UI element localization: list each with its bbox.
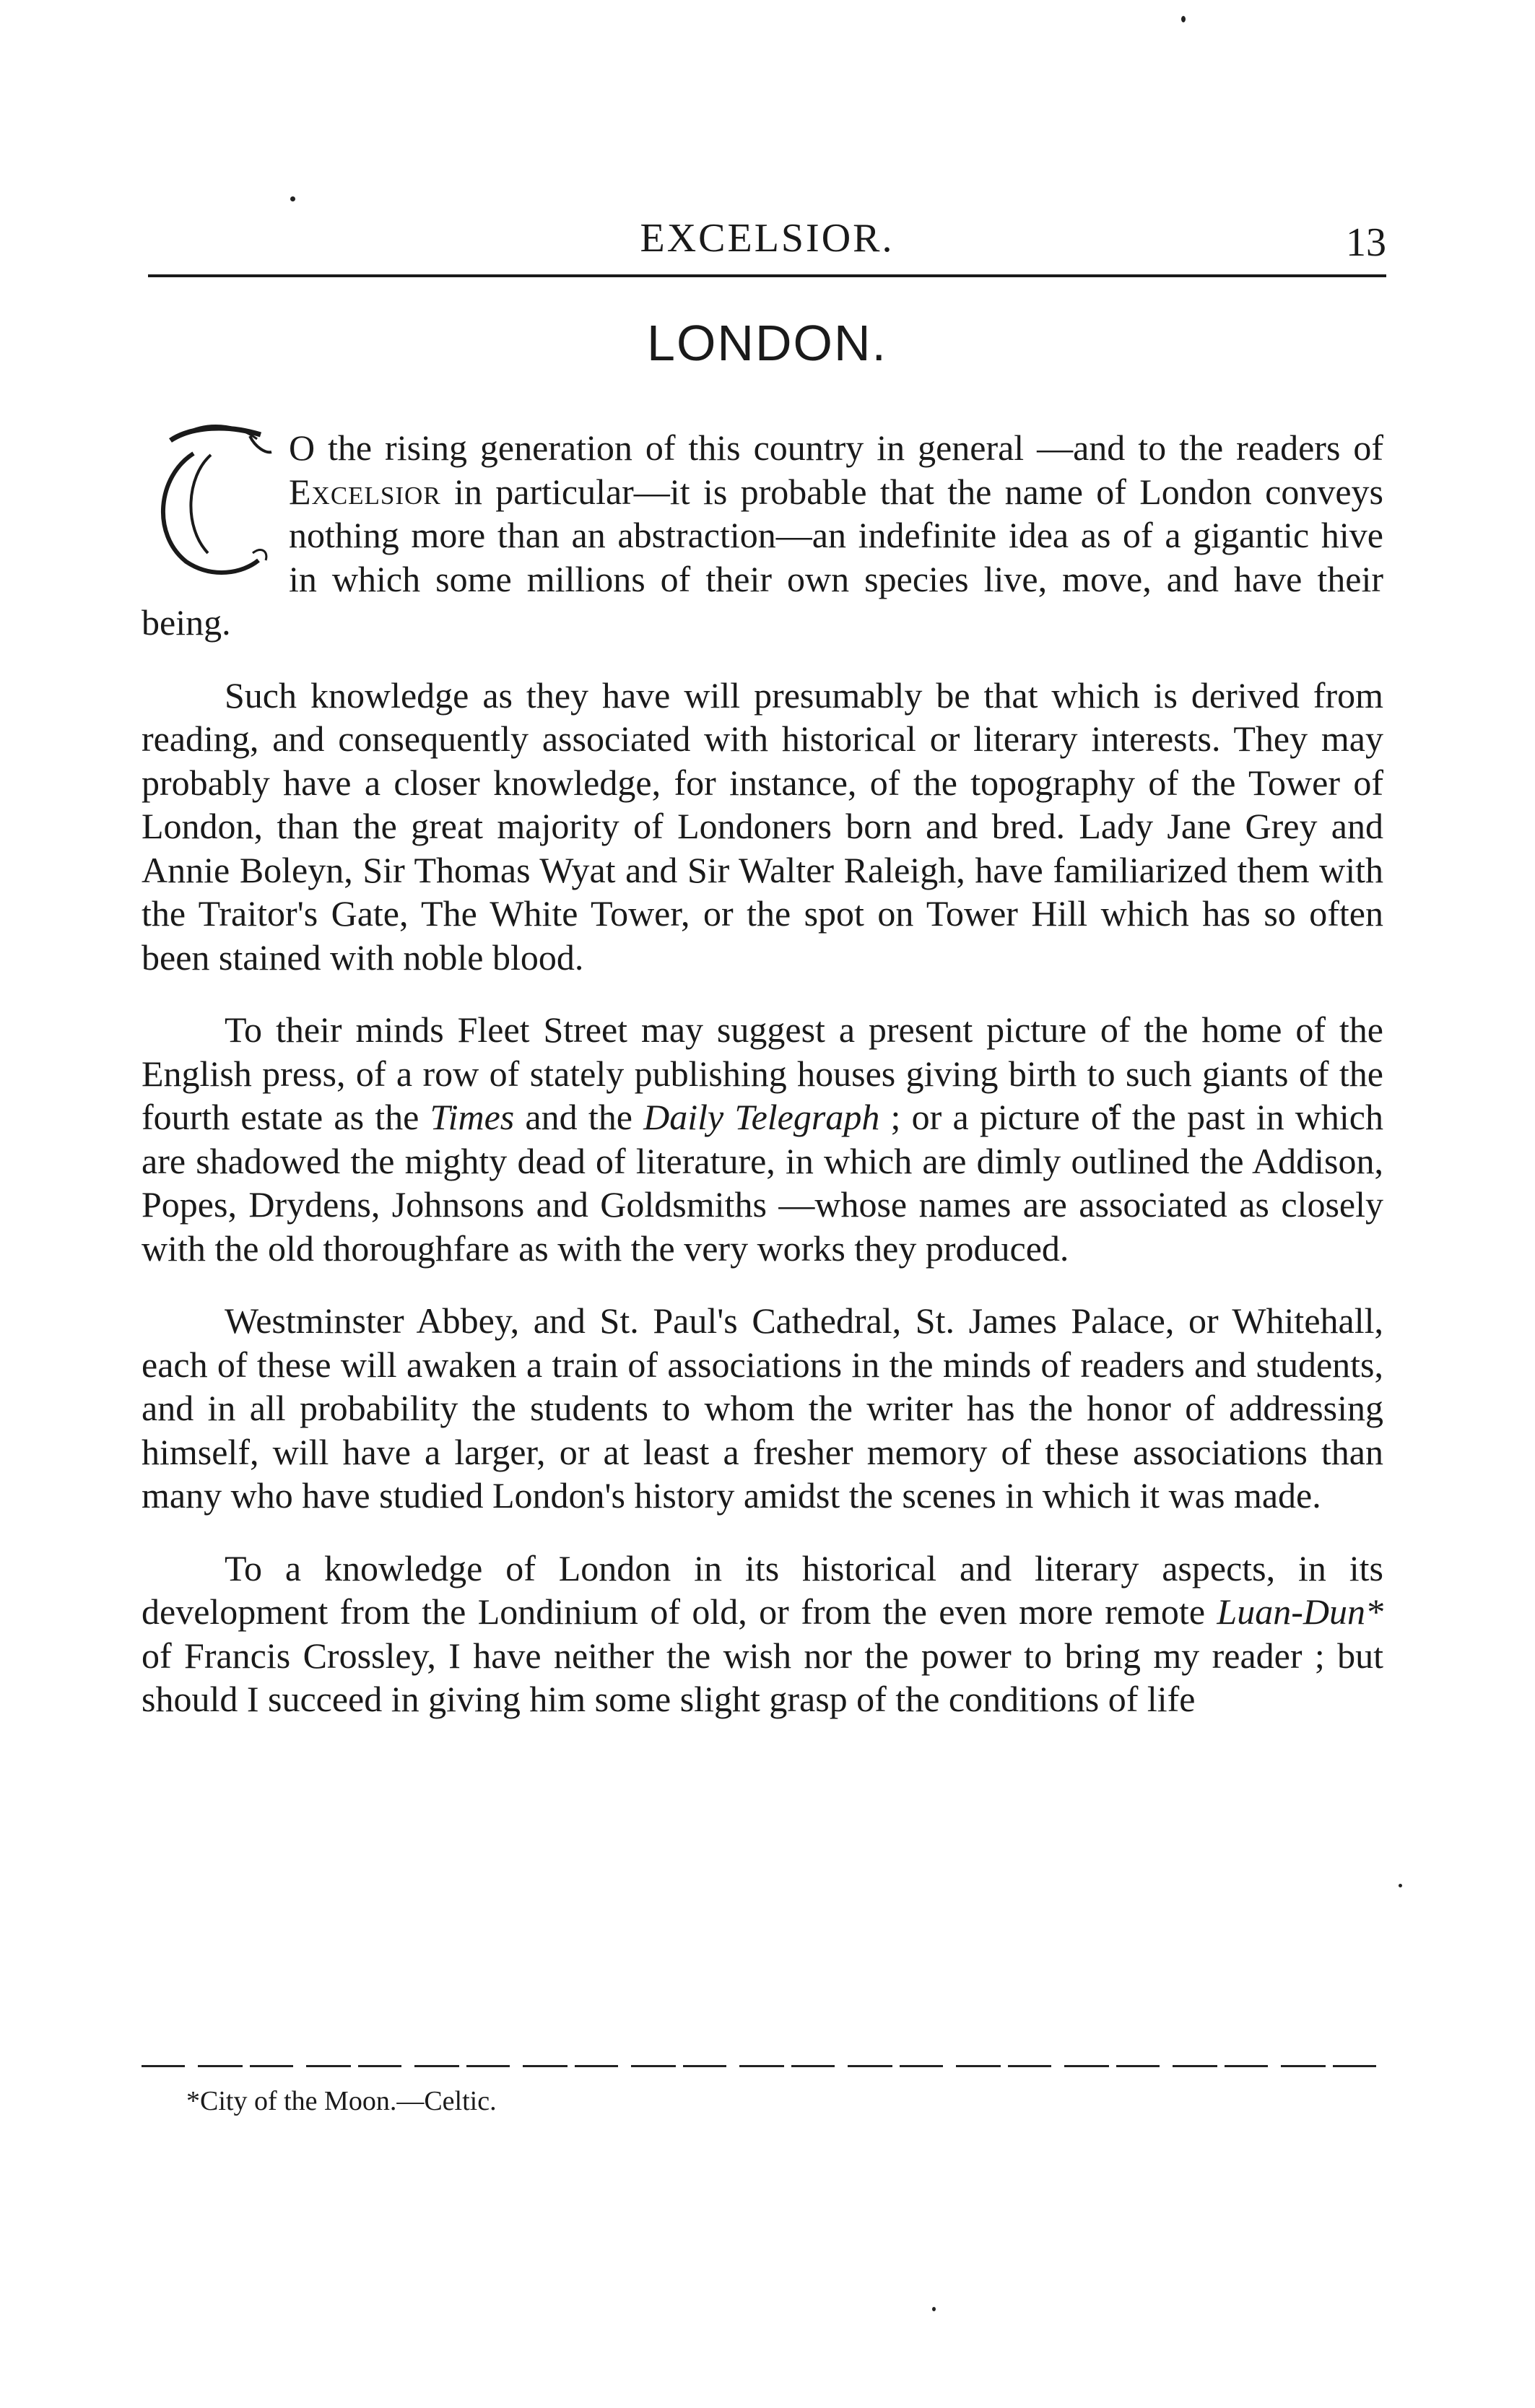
paragraph-3-part-c: ; or a picture of the past in which are shadowed the mighty dead of literature, in which are dimly outlined the Addison, Popes, Drydens, Johnsons and Goldsmiths —whose names are associated as closely with the old thoroughfare as with the very works they produced. [142, 1097, 1383, 1269]
paragraph-3 [142, 1008, 1383, 1270]
paragraph-4: Westminster Abbey, and St. Paul's Cathedral, St. James Palace, or Whitehall, each of these will awaken a train of associations in the minds of readers and students, and in all probability the students to whom the writer has the honor of addressing himself, will have a larger, or at least a fresher memory of these associations than many who have studied London's history amidst the scenes in which it was made. [142, 1300, 1383, 1516]
ink-speck [290, 196, 295, 201]
dropcap-t-glyph [142, 419, 279, 585]
paragraph-3-part-b: and the [514, 1097, 644, 1137]
running-title: EXCELSIOR. [640, 216, 895, 261]
ink-speck [932, 2307, 936, 2311]
paragraph-1-rest: in particular—it is probable that the name of London conveys nothing more than an abstraction—an indefinite idea as of a gigantic hive in which some millions of their own species live, move, and have their being. [142, 471, 1383, 643]
header-rule [148, 274, 1386, 277]
footnote-rule [142, 2065, 1383, 2067]
paragraph-1 [142, 426, 1383, 645]
ink-speck [1181, 16, 1186, 22]
telegraph-title: Daily Telegraph [643, 1097, 880, 1137]
paragraph-2: Such knowledge as they have will presumably be that which is derived from reading, and consequently associated with historical or literary interests. They may probably have a closer knowledge, for instance, of the topography of the Tower of London, than the great majority of Londoners born and bred. Lady Jane Grey and Annie Boleyn, Sir Thomas Wyat and Sir Walter Raleigh, have familiarized them with the Traitor's Gate, The White Tower, or the spot on Tower Hill which has so often been stained with noble blood. [142, 674, 1383, 978]
magazine-name: Excelsior [289, 471, 441, 512]
footnote: *City of the Moon.—Celtic. [186, 2086, 497, 2116]
paragraph-5-part-a: To a knowledge of London in its historical and literary aspects, in its development from the Londinium of old, or from the even more remote [142, 1547, 1383, 1632]
running-head [148, 206, 1386, 271]
paragraph-1-lead: O the rising generation of this country in general —and to the readers of [289, 427, 1383, 468]
times-title: Times [430, 1097, 515, 1137]
ornamental-dropcap [142, 419, 279, 599]
ink-speck [1399, 1884, 1402, 1887]
article-title: LONDON. [647, 315, 887, 371]
paragraph-5 [142, 1547, 1383, 1721]
article-body [142, 426, 1383, 1750]
page-number: 13 [1346, 220, 1386, 265]
paragraph-5-part-b: of Francis Crossley, I have neither the wish nor the power to bring my reader ; but should I succeed in giving him some slight grasp of the conditions of life [142, 1635, 1383, 1719]
paragraph-3-part-a: To their minds Fleet Street may suggest a present picture of the home of the English press, of a row of stately publishing houses giving birth to such giants of the fourth estate as the [142, 1009, 1383, 1137]
luan-dun-term: Luan-Dun* [1217, 1591, 1383, 1632]
